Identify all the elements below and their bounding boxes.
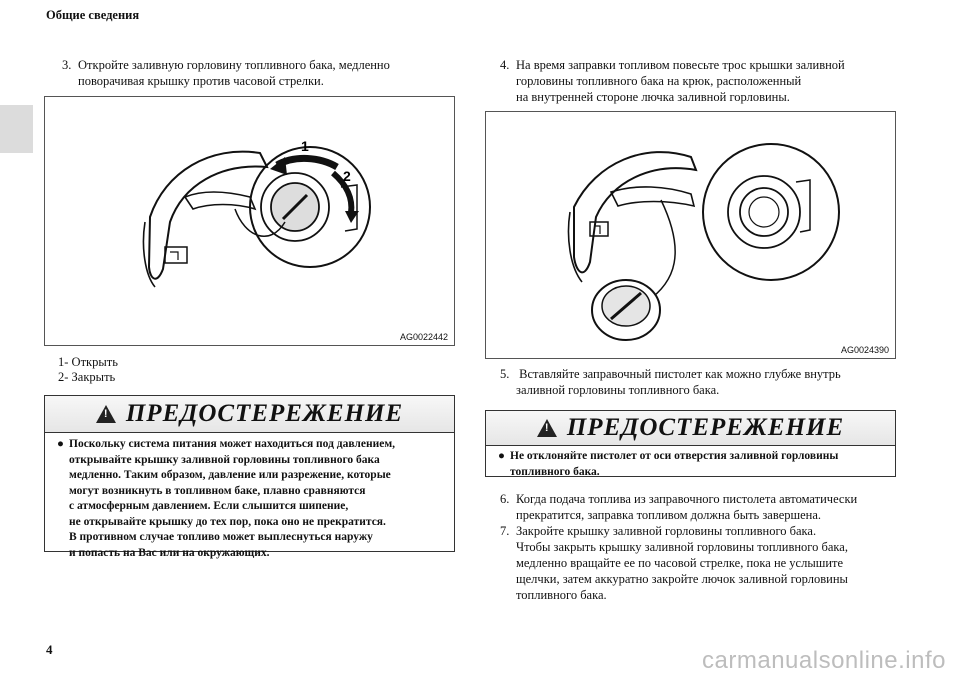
step-4: 4. На время заправки топливом повесьте трос крышки заливной горловины топливного бака на крюк, расположенный на внутренней стороне лючка заливной горловины.	[500, 58, 845, 104]
label-open-marker: 1	[301, 138, 309, 154]
figure-legend	[58, 355, 118, 385]
legend-item-open: 1- Открыть	[58, 355, 118, 369]
watermark: carmanualsonline.info	[702, 647, 946, 674]
warning-header: ! ПРЕДОСТЕРЕЖЕНИЕ	[45, 396, 454, 433]
warning-text: ● Поскольку система питания может находиться под давлением, открывайте крышку заливной горловины топливного бака медленно. Таким образом, давление или разрежение, которые могут возникнуть в топливном баке, плавно сравняются с атмосферным давлением. Если слышится шипение, не открывайте крышку до тех пор, пока оно не прекратится. В противном случае топливо может выплеснуться наружу и попасть на Вас или на окружающих.	[57, 438, 396, 559]
warning-header: ! ПРЕДОСТЕРЕЖЕНИЕ	[486, 411, 895, 446]
fuel-cap-on-hook-illustration	[486, 112, 895, 358]
warning-box-pressure	[44, 395, 455, 559]
legend-item-close: 2- Закрыть	[58, 370, 116, 384]
step-6: 6. Когда подача топлива из заправочного пистолета автоматически прекратится, заправка топливом должна быть завершена.	[500, 492, 858, 522]
label-close-marker: 2	[343, 168, 351, 184]
figure-code: AG0024390	[840, 345, 889, 355]
warning-triangle-icon	[537, 419, 557, 437]
step-7: 7. Закройте крышку заливной горловины топливного бака. Чтобы закрыть крышку заливной горловины топливного бака, медленно вращайте ее по часовой стрелке, пока не услышите щелчки, затем аккуратно закройте лючок заливной горловины топливного бака.	[500, 524, 848, 602]
fuel-cap-illustration	[45, 97, 454, 345]
fuel-cap-hook-figure	[485, 111, 896, 359]
section-title: Общие сведения	[46, 8, 140, 22]
warning-box-nozzle	[485, 410, 896, 477]
bullet-icon: ●	[498, 450, 505, 462]
figure-code: AG0022442	[399, 332, 448, 342]
warning-text: ● Не отклоняйте пистолет от оси отверстия заливной горловины топливного бака.	[498, 450, 839, 478]
fuel-cap-open-figure	[44, 96, 455, 346]
step-3: 3. Откройте заливную горловину топливного бака, медленно поворачивая крышку против часовой стрелки.	[62, 58, 390, 88]
warning-triangle-icon	[96, 405, 116, 423]
step-5: 5. Вставляйте заправочный пистолет как можно глубже внутрь заливной горловины топливного бака.	[500, 367, 841, 397]
bullet-icon: ●	[57, 438, 64, 450]
side-tab-marker	[0, 105, 33, 153]
page-number: 4	[46, 642, 53, 657]
